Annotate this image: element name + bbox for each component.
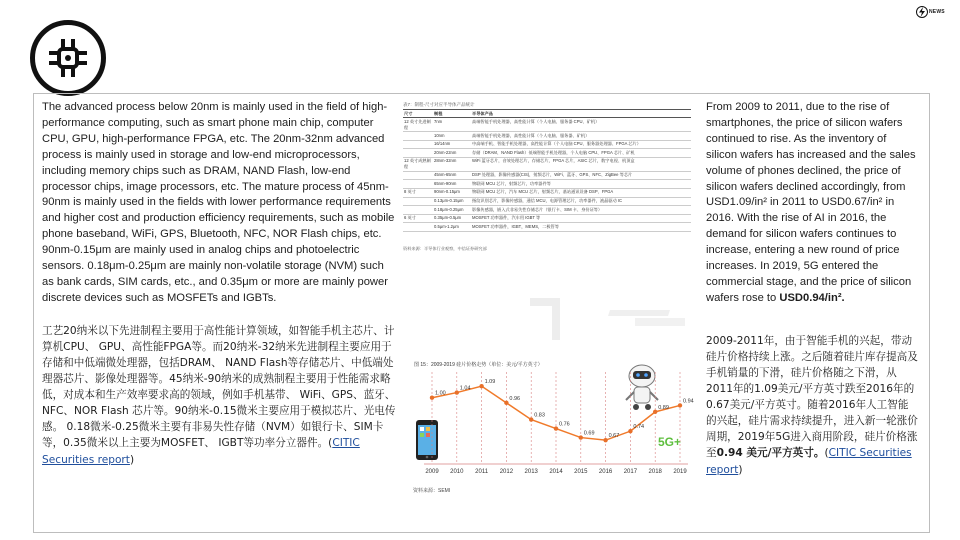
- news-label: NEWS: [929, 9, 945, 15]
- x-tick-label: 2009: [425, 469, 439, 475]
- table-row: [403, 180, 691, 189]
- citic-report-link-right[interactable]: CITIC Securities report: [706, 447, 912, 476]
- table-cell: [403, 171, 433, 180]
- x-tick-label: 2013: [524, 469, 538, 475]
- process-table-panel: [400, 100, 696, 256]
- table-header: 半导体产品: [471, 110, 691, 118]
- table-cell: 10nm: [433, 132, 471, 141]
- table-cell: 中高端手机、智能手机处理器，高性能计算（个人电脑 CPU、服务器处理器、FPGA 芯片）: [471, 140, 691, 149]
- x-tick-label: 2018: [648, 469, 662, 475]
- wafer-price-chart-panel: [410, 354, 694, 502]
- right-en-bold-value: USD0.94/in².: [779, 291, 845, 304]
- data-label: 0.89: [658, 404, 669, 411]
- data-label: 0.96: [509, 395, 521, 402]
- table-cell: 28nm-32nm: [433, 157, 471, 171]
- process-table: [403, 109, 691, 232]
- table-cell: 90nm-0.15μm: [433, 188, 471, 197]
- x-tick-label: 2014: [549, 469, 563, 475]
- table-cell: 20nm-22nm: [433, 149, 471, 158]
- data-point: [628, 429, 632, 433]
- table-cell: [403, 140, 433, 149]
- table-row: [403, 188, 691, 197]
- news-badge: [916, 6, 945, 18]
- table-row: [403, 149, 691, 158]
- table-source: 资料来源：半导体行业观察，中信证券研究部: [403, 246, 487, 251]
- table-cell: 12 英寸成熟制程: [403, 157, 433, 171]
- table-cell: 高端智能手机处理器，高性能计算（个人电脑、服务器 CPU、矿机）: [471, 118, 691, 132]
- table-cell: [403, 206, 433, 215]
- right-zh-paragraph: [706, 333, 918, 478]
- citic-report-link-left[interactable]: CITIC Securities report: [42, 437, 360, 466]
- logo: [30, 20, 106, 96]
- data-label: 0.67: [608, 433, 620, 440]
- data-point: [529, 417, 533, 421]
- table-cell: [403, 197, 433, 206]
- table-cell: [403, 180, 433, 189]
- right-column: [706, 100, 918, 478]
- table-cell: 12 英寸先进制程: [403, 118, 433, 132]
- table-cell: 6 英寸: [403, 214, 433, 223]
- left-zh-text: 工艺20纳米以下先进制程主要用于高性能计算领域，如智能手机主芯片、计算机CPU、 GPU、高性能FPGA等。而20纳米-32纳米先进制程主要应用于存储和中低端微处理器，包括DRAM、 NAND Flash等存储芯片、中低端处理器芯片、影像处理器等。45纳米-90纳米的成熟制程主要用于性能需求略低，对成本和生产效率要求高的领域，例如手机基带、 WiFi、GPS、蓝牙、 NFC、NOR Flash 芯片等。90纳米-0.15微米主要应用于模拟芯片、光电传感。 0.18微米-0.25微米主要有非易失性存储（NVM）如银行卡、SIM卡等，0.35微米以上主要为MOSFET、 IGBT等功率分立器件。(: [42, 324, 396, 450]
- table-row: [403, 132, 691, 141]
- table-cell: 0.35μm-0.5μm: [433, 214, 471, 223]
- table-row: [403, 197, 691, 206]
- table-title: 表7：制程-尺寸对应半导体产品统计: [403, 102, 475, 107]
- x-tick-label: 2011: [475, 469, 489, 475]
- data-point: [504, 401, 508, 405]
- table-cell: 影像传感器，嵌入式非易失性存储芯片（银行卡、SIM 卡、身份证等）: [471, 206, 691, 215]
- data-point: [554, 426, 558, 430]
- data-label: 0.74: [633, 424, 645, 431]
- x-tick-label: 2016: [598, 469, 613, 475]
- 5g-badge-text: 5G+: [658, 435, 682, 449]
- table-row: [403, 206, 691, 215]
- 5g-badge: [658, 435, 681, 449]
- left-zh-close: ): [129, 453, 135, 466]
- x-tick-label: 2015: [574, 469, 588, 475]
- data-point: [430, 396, 434, 400]
- table-cell: 8 英寸: [403, 188, 433, 197]
- right-zh-close: ): [738, 463, 743, 476]
- table-cell: MOSFET 功率器件，IGBT，MEMS，二极管等: [471, 223, 691, 232]
- wafer-price-chart: [410, 354, 694, 502]
- table-cell: 7nm: [433, 118, 471, 132]
- data-label: 1.04: [459, 385, 471, 392]
- table-row: [403, 171, 691, 180]
- data-label: 0.83: [534, 412, 545, 419]
- data-label: 0.76: [559, 421, 570, 428]
- robot-illustration: [626, 365, 658, 410]
- data-label: 0.94: [683, 398, 694, 405]
- data-point: [603, 438, 607, 442]
- table-row: [403, 118, 691, 132]
- table-cell: 物联网 MCU 芯片，汽车 MCU 芯片，射频芯片，基站通讯设备 DSP、FPGA: [471, 188, 691, 197]
- table-cell: [403, 149, 433, 158]
- table-cell: 存储（DRAM、NAND Flash）低端智能手机处理器，个人电脑 CPU、FPGA 芯片、矿机: [471, 149, 691, 158]
- data-point: [479, 384, 483, 388]
- x-tick-label: 2012: [499, 469, 514, 475]
- table-header: 尺寸: [403, 110, 433, 118]
- x-tick-label: 2017: [623, 469, 638, 475]
- data-label: 0.69: [583, 430, 595, 437]
- data-point: [579, 435, 583, 439]
- chart-source: 资料来源：SEMI: [413, 488, 451, 494]
- right-en-text: From 2009 to 2011, due to the rise of smartphones, the price of silicon wafers continued to rise. As the inventory of silicon wafers has increased and the sales volume of phones declined, the price of silicon wafers declined accordingly, from USD1.09/in² in 2011 to USD0.67/in² in 2016. With the rise of AI in 2016, the demand for silicon wafers continues to increase, entering a new round of price increases. In 2019, 5G entered the commercial stage, and the price of silicon wafers rose to: [706, 101, 916, 304]
- table-cell: 45nm-65nm: [433, 171, 471, 180]
- table-cell: 0.18μm-0.25μm: [433, 206, 471, 215]
- right-zh-bold-value: 0.94 美元/平方英寸。: [716, 447, 825, 460]
- right-zh-open: (: [824, 447, 829, 460]
- chart-title: 图 15：2009-2019 硅片价格走势（单位：美元/平方英寸）: [414, 362, 543, 368]
- table-row: [403, 223, 691, 232]
- table-cell: MOSFET 功率器件，汽车用 IGBT 等: [471, 214, 691, 223]
- data-label: 1.09: [484, 379, 496, 386]
- right-zh-text: 2009-2011年，由于智能手机的兴起，带动硅片价格持续上涨。之后随着硅片库存提高及手机销量的下滑，硅片价格随之下滑，从2011年的1.09美元/平方英寸跌至2016年的0.67美元/平方英寸。随着2016年人工智能的兴起，硅片需求持续提升，进入新一轮涨价周期，2019年5G进入商用阶段，硅片价格涨至: [706, 334, 918, 460]
- left-en-paragraph: The advanced process below 20nm is mainly used in the field of high-performance computing, such as smart phone main chip, computer CPU, GPU, high-performance FPGA, etc. The 20nm-32nm advanced process is mainly used in storage and low-end microprocessors, including memory chips such as DRAM, NAND Flash, low-end processor chips, image processors, etc. The mature process of 45nm-90nm is mainly used in the fields with lower performance requirements and higher cost and production efficiency requirements, such as mobile phone baseband, WiFi, GPS, Bluetooth, NFC, NOR Flash chips, etc. 90nm-0.15μm are mainly used in analog chips and photoelectric sensors. 0.18μm-0.25μm are mainly non-volatile storage (NVM) such as bank cards, SIM cards, etc., and 0.35μm or more are mainly power discrete devices such as MOSFETs and IGBTs.: [42, 101, 395, 304]
- table-cell: 65nm-90nm: [433, 180, 471, 189]
- table-cell: [403, 132, 433, 141]
- data-point: [678, 403, 682, 407]
- left-zh-paragraph: [42, 323, 398, 468]
- table-header: 制程: [433, 110, 471, 118]
- table-cell: WiFi 蓝牙芯片，音效处理芯片，存储芯片，FPGA 芯片，ASIC 芯片，数字电视、机顶盒: [471, 157, 691, 171]
- table-cell: 物联网 MCU 芯片，射频芯片，功率器件等: [471, 180, 691, 189]
- table-cell: 0.5μm-1.2μm: [433, 223, 471, 232]
- data-point: [653, 410, 657, 414]
- chip-icon: [47, 37, 89, 79]
- left-column: [42, 100, 398, 484]
- data-point: [455, 390, 459, 394]
- x-tick-label: 2010: [450, 469, 464, 475]
- bolt-icon: [916, 6, 928, 18]
- table-header-row: [403, 110, 691, 118]
- phone-illustration: [416, 420, 438, 460]
- table-row: [403, 140, 691, 149]
- table-cell: 指纹识别芯片，影像传感器，通信 MCU，电源管理芯片，功率器件，液晶驱动 IC: [471, 197, 691, 206]
- table-row: [403, 157, 691, 171]
- table-cell: 0.13μm-0.15μm: [433, 197, 471, 206]
- data-label: 1.00: [435, 390, 446, 397]
- right-en-paragraph: [706, 100, 918, 307]
- table-cell: 16/14nm: [433, 140, 471, 149]
- table-row: [403, 214, 691, 223]
- table-cell: DSP 处理器，影像传感器(CIS)，射频芯片，WiFi、蓝牙、GPS、NFC、ZigBee 等芯片: [471, 171, 691, 180]
- table-cell: 高端智能手机处理器，高性能计算（个人电脑、服务器、矿机）: [471, 132, 691, 141]
- x-tick-label: 2019: [673, 469, 687, 475]
- table-cell: [403, 223, 433, 232]
